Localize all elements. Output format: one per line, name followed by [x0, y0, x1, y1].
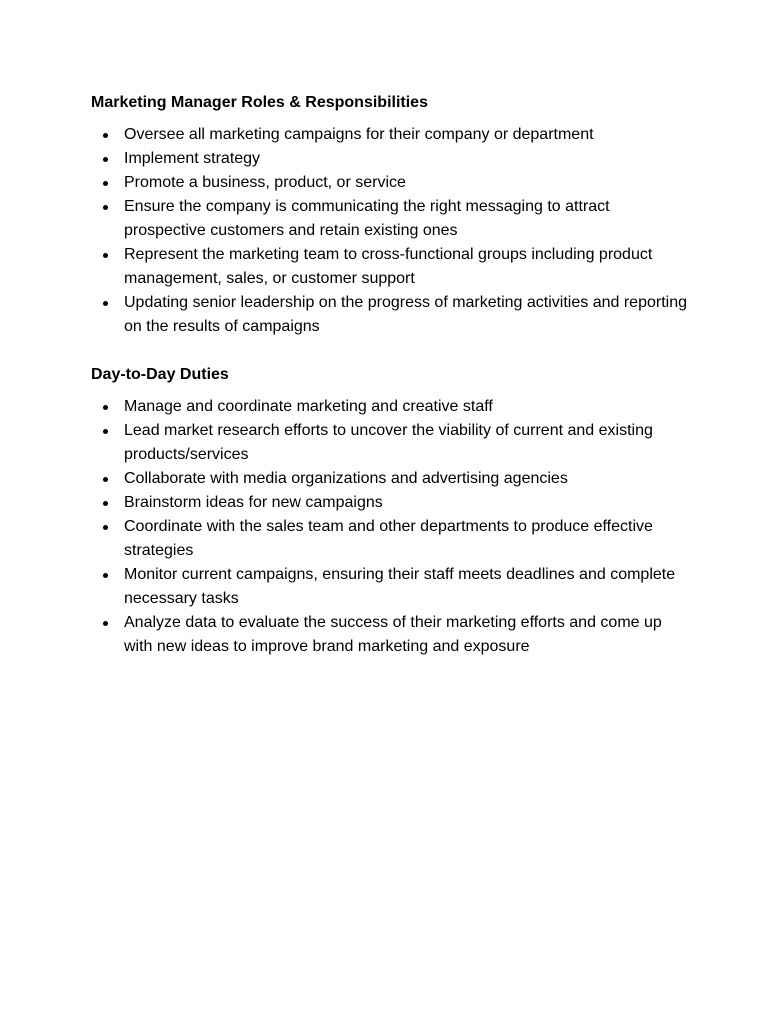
list-item-text: Oversee all marketing campaigns for their company or department — [124, 126, 594, 143]
list-item — [91, 491, 691, 515]
bullet-icon — [103, 621, 108, 626]
list-item-text: Represent the marketing team to cross-functional groups including product management, sales, or customer support — [124, 246, 653, 287]
list-item — [91, 243, 691, 291]
list-item — [91, 395, 691, 419]
section-heading-duties: Day-to-Day Duties — [91, 366, 229, 383]
bullet-icon — [103, 525, 108, 530]
list-item-text: Lead market research efforts to uncover the viability of current and existing products/services — [124, 422, 653, 463]
bullet-icon — [103, 501, 108, 506]
bullet-icon — [103, 429, 108, 434]
bullet-icon — [103, 301, 108, 306]
list-item — [91, 171, 691, 195]
bullet-icon — [103, 133, 108, 138]
list-item-text: Manage and coordinate marketing and creative staff — [124, 398, 493, 415]
list-item — [91, 291, 691, 339]
list-item — [91, 563, 691, 611]
bullet-list-roles — [91, 123, 691, 339]
list-item-text: Ensure the company is communicating the right messaging to attract prospective customers and retain existing ones — [124, 198, 610, 239]
bullet-icon — [103, 253, 108, 258]
section-spacer — [91, 339, 691, 365]
bullet-icon — [103, 157, 108, 162]
list-item — [91, 123, 691, 147]
list-item — [91, 147, 691, 171]
bullet-icon — [103, 405, 108, 410]
document-content — [91, 93, 691, 659]
section-heading-roles: Marketing Manager Roles & Responsibilities — [91, 94, 428, 111]
list-item-text: Implement strategy — [124, 150, 261, 167]
list-item-text: Brainstorm ideas for new campaigns — [124, 494, 383, 511]
list-item — [91, 419, 691, 467]
list-item-text: Promote a business, product, or service — [124, 174, 406, 191]
list-item — [91, 611, 691, 659]
bullet-icon — [103, 477, 108, 482]
list-item — [91, 467, 691, 491]
bullet-icon — [103, 573, 108, 578]
list-item-text: Coordinate with the sales team and other departments to produce effective strategies — [124, 518, 653, 559]
list-item-text: Monitor current campaigns, ensuring their staff meets deadlines and complete necessary tasks — [124, 566, 676, 607]
list-item — [91, 515, 691, 563]
list-item-text: Analyze data to evaluate the success of their marketing efforts and come up with new ideas to improve brand marketing and exposure — [124, 614, 662, 655]
list-item-text: Updating senior leadership on the progress of marketing activities and reporting on the results of campaigns — [124, 294, 687, 335]
bullet-icon — [103, 205, 108, 210]
list-item — [91, 195, 691, 243]
bullet-icon — [103, 181, 108, 186]
list-item-text: Collaborate with media organizations and advertising agencies — [124, 470, 568, 487]
bullet-list-duties — [91, 395, 691, 659]
